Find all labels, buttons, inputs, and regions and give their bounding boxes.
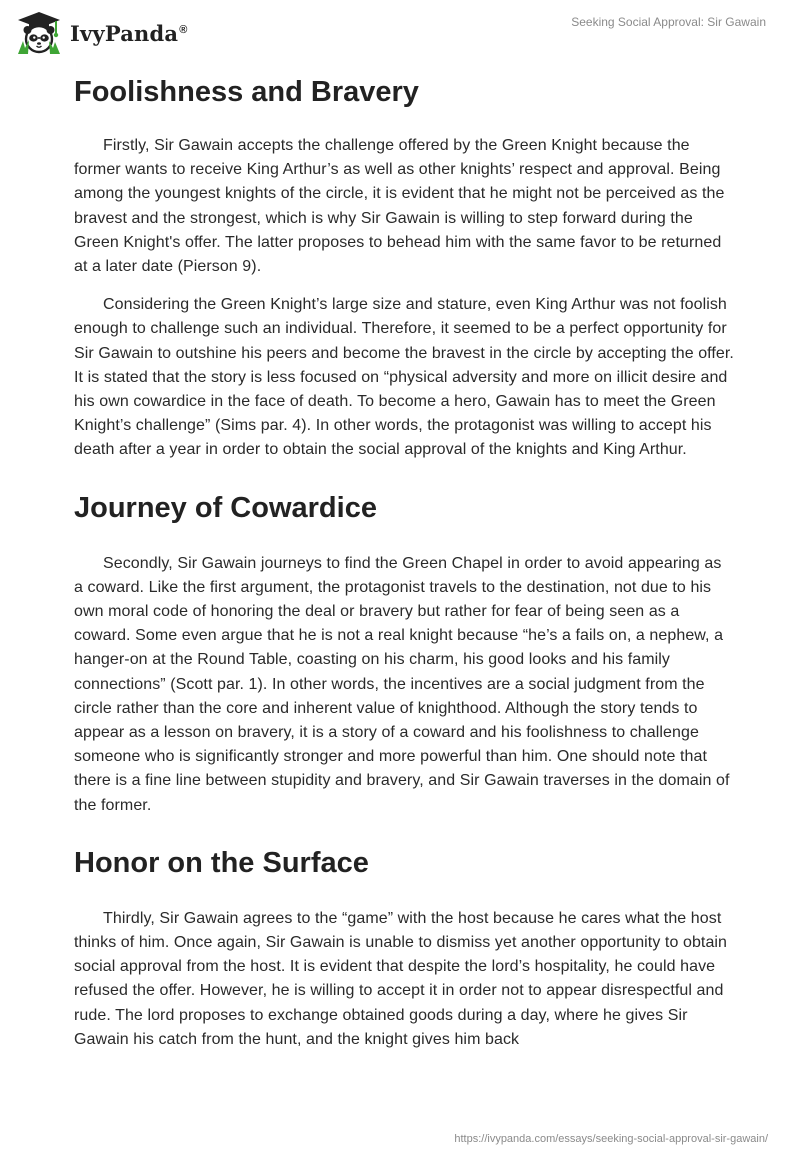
logo-name: IvyPanda bbox=[70, 20, 179, 46]
section-foolishness-and-bravery bbox=[74, 72, 734, 463]
panda-logo-icon bbox=[14, 10, 64, 56]
logo-wordmark bbox=[70, 21, 188, 46]
paragraph: Thirdly, Sir Gawain agrees to the “game” with the host because he cares what the host thinks of him. Once again, Sir Gawain is unable to dismiss yet another opportunity to obtain social approval from the host. It is evident that despite the lord’s hospitality, he could have refused the offer. However, he is willing to accept it in order not to appear disrespectful and rude. The lord proposes to exchange obtained goods during a day, where he gives Sir Gawain his catch from the hunt, and the knight gives him back bbox=[74, 909, 728, 1048]
ivypanda-logo[interactable] bbox=[14, 10, 188, 56]
page-header bbox=[0, 0, 800, 70]
section-honor-on-the-surface bbox=[74, 843, 734, 1052]
paragraph: Firstly, Sir Gawain accepts the challenge offered by the Green Knight because the former wants to receive King Arthur’s as well as other knights’ respect and approval. Being among the youngest knights of the circle, it is evident that he might not be perceived as the bravest and the strongest, which is why Sir Gawain is willing to step forward during the Green Knight's offer. The latter proposes to behead him with the same favor to be returned at a later date (Pierson 9). bbox=[74, 137, 725, 276]
section-heading: Honor on the Surface bbox=[74, 846, 369, 879]
section-heading: Foolishness and Bravery bbox=[74, 76, 419, 108]
footer-source-link[interactable]: https://ivypanda.com/essays/seeking-social-approval-sir-gawain/ bbox=[454, 1133, 768, 1145]
registered-mark: ® bbox=[179, 23, 188, 36]
section-journey-of-cowardice bbox=[74, 488, 734, 818]
section-heading: Journey of Cowardice bbox=[74, 491, 377, 524]
paragraph: Secondly, Sir Gawain journeys to find the Green Chapel in order to avoid appearing as a coward. Like the first argument, the protagonist travels to the destination, not due to his own moral code of honoring the deal or bravery but rather for fear of being seen as a coward. Some even argue that he is not a real knight because “he’s a fails on, a nephew, a hanger-on at the Round Table, coasting on his charm, his good looks and his family connections” (Scott par. 1). In other words, the incentives are a social judgment from the circle rather than the core and inherent value of knighthood. Although the story tends to appear as a lesson on bravery, it is a story of a coward and his foolishness to challenge someone who is significantly stronger and more powerful than him. One should note that there is a fine line between stupidity and bravery, and Sir Gawain traverses in the domain of the former. bbox=[74, 554, 730, 814]
paragraph: Considering the Green Knight’s large size and stature, even King Arthur was not foolish enough to challenge such an individual. Therefore, it seemed to be a perfect opportunity for Sir Gawain to outshine his peers and become the bravest in the circle by accepting the offer. It is stated that the story is less focused on “physical adversity and more on illicit desire and his own cowardice in the face of death. To become a hero, Gawain has to meet the Green Knight’s challenge” (Sims par. 4). In other words, the protagonist was willing to accept his death after a year in order to obtain the social approval of the knights and King Arthur. bbox=[74, 296, 734, 459]
document-title: Seeking Social Approval: Sir Gawain bbox=[571, 15, 766, 29]
essay-body bbox=[74, 72, 734, 1066]
